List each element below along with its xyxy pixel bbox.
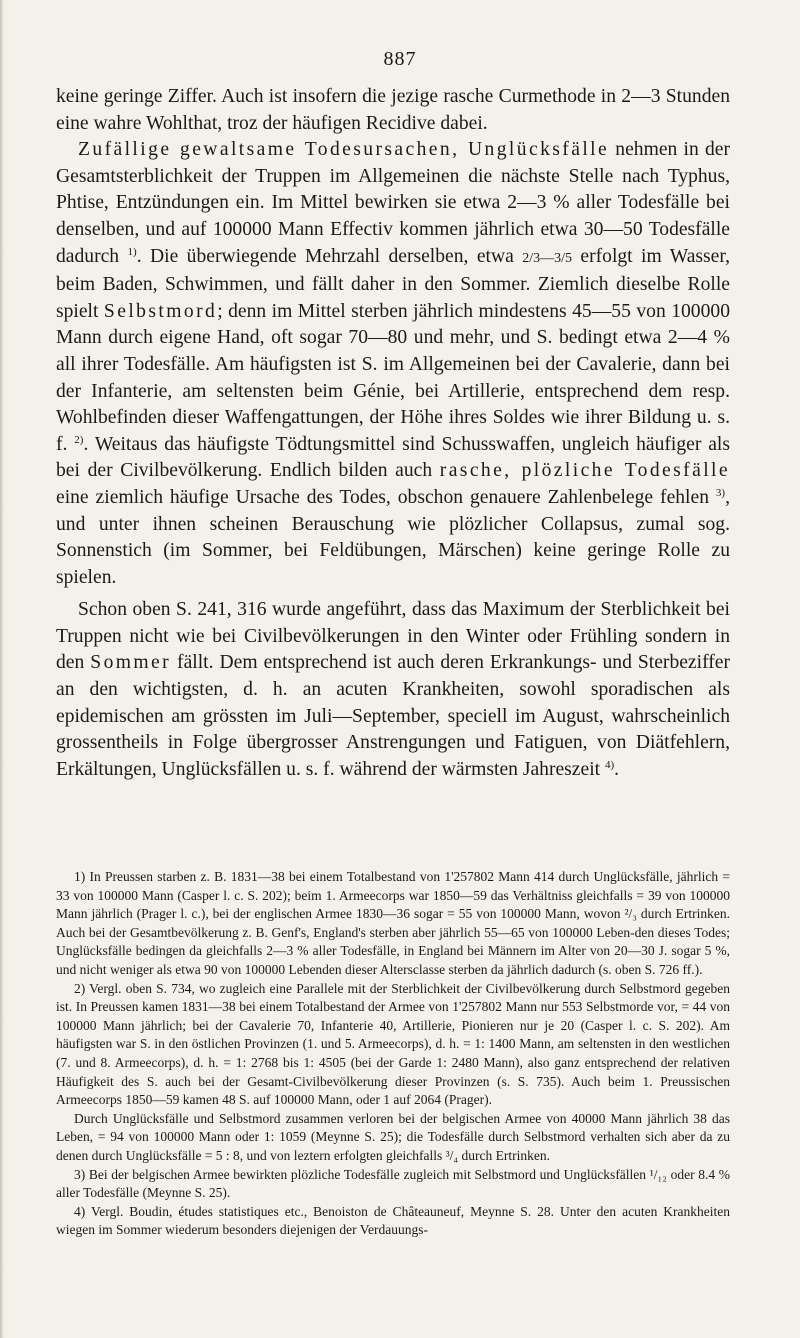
text-run: . Die überwiegende Mehrzahl derselben, etwa [136,245,523,267]
footnote-2: 2) Vergl. oben S. 734, wo zugleich eine Parallele mit der Sterblichkeit der Civilbevölkerung durch Selbstmord gegeben ist. In Preussen kamen 1831—38 bei einem Totalbestand der Armee von 1'257802 Mann nur 553 Selbstmorde vor, = 44 von 100000 Mann jährlich; bei der Cavalerie 70, Infanterie 40, Artillerie, Pionieren nur je 20 (Casper l. c. S. 202). Am häufigsten war S. in den östlichen Provinzen (1. und 5. Armeecorps), d. h. = 1: 1400 Mann, am seltensten in den westlichen (7. und 8. Armeecorps), d. h. = 1: 2768 bis 1: 4505 (bei der Garde 1: 2480 Mann), also ganz entsprechend der relativen Häufigkeit des S. auch bei der Gesamt-Civilbevölkerung dieser Provinzen (s. S. 735). Auch beim 1. Preussischen Armeecorps 1850—59 kamen 48 S. auf 100000 Mann, oder 1 auf 2064 (Prager). [56,980,730,1108]
paragraph-1 [56,84,730,137]
text-run: , und unter ihnen scheinen Berauschung wie plözlicher Collapsus, zumal sog. Sonnenstich (im Sommer, bei Feldübungen, Märschen) keine geringe Rolle zu spielen. [56,486,730,588]
footnote-2-continued: Durch Unglücksfälle und Selbstmord zusammen verloren bei der belgischen Armee von 40000 Mann jährlich 38 das Leben, = 94 von 100000 Mann oder 1: 1059 (Meynne S. 25); die Todesfälle durch Selbstmord verhalten sich aber da zu denen durch Unglücksfälle = 5 : 8, und von leztern erfolgten gleichfalls ³/₄ durch Ertrinken. [56,1110,730,1163]
text-run: nehmen in der Gesamtsterblichkeit der Truppen im Allgemeinen die nächste Stelle nach Typhus, Phtise, Entzündungen ein. Im Mittel bewirken sie etwa 2—3 % aller Todesfälle bei denselben, und auf 100000 Mann Effectiv kommen jährlich etwa 30—50 Todesfälle dadurch [56,139,730,267]
footnote-ref-2[interactable]: 2) [74,433,84,446]
emphasized-term: rasche, plözliche Todesfälle [439,460,730,482]
text-run: eine ziemlich häufige Ursache des Todes, obschon genauere Zahlenbelege fehlen [56,486,716,508]
paragraph-3 [56,597,730,783]
fraction: 2/3—3/5 [522,250,572,266]
text-run: Schon oben S. 241, 316 wurde angeführt, dass das Maximum der Sterblichkeit bei Truppen nicht wie bei Civilbevölkerungen in den Winter oder Frühling sondern in den [56,599,730,674]
footnote-ref-3[interactable]: 3) [715,486,726,499]
text-run: . [614,758,620,780]
footnote-ref-4[interactable]: 4) [605,758,615,771]
emphasized-term: Selbstmord [103,300,218,322]
footnote-1: 1) In Preussen starben z. B. 1831—38 bei einem Totalbestand von 1'257802 Mann 414 durch Unglücksfälle, jährlich = 33 von 100000 Mann (Casper l. c. S. 202); beim 1. Armeecorps war 1850—59 das Verhältniss gleichfalls = 39 von 100000 Mann jährlich (Prager l. c.), bei der englischen Armee 1830—36 sogar = 55 von 100000 Mann, wovon ²/₃ durch Ertrinken. Auch bei der Gesamtbevölkerung z. B. Genf's, England's sterben aber jährlich 55—65 von 100000 Leben-den dieses Todes; Unglücksfälle bedingen da gleichfalls 2—3 % aller Todesfälle, in England bei Männern im Alter von 20—30 J. sogar 5 %, und nicht weniger als etwa 90 von 100000 Lebenden dieser Altersclasse sterben da jährlich dadurch (s. oben S. 726 ff.). [56,869,730,977]
text-run: keine geringe Ziffer. Auch ist insofern die jezige rasche Curmethode in 2—3 Stunden eine wahre Wohlthat, troz der häufigen Recidive dabei. [56,86,730,134]
text-run: ; denn im Mittel sterben jährlich mindestens 45—55 von 100000 Mann durch eigene Hand, oft sogar 70—80 und mehr, und S. bedingt etwa 2—4 % all ihrer Todesfälle. Am häufigsten ist S. im Allgemeinen bei der Cavalerie, dann bei der Infanterie, am seltensten beim Génie, bei Artillerie, entsprechend dem resp. Wohlbefinden dieser Waffengattungen, der Höhe ihres Soldes wie ihrer Bildung u. s. f. [56,300,730,455]
page-edge-shadow [0,0,4,1338]
text-run: . Weitaus das häufigste Tödtungsmittel sind Schusswaffen, ungleich häufiger als bei der Civilbevölkerung. Endlich bilden auch [56,433,730,482]
footnote-ref-1[interactable]: 1) [127,245,137,258]
text-run: erfolgt im Wasser, beim Baden, Schwimmen, und fällt daher in den Sommer. Ziemlich dieselbe Rolle spielt [56,245,730,322]
footnote-3: 3) Bei der belgischen Armee bewirkten plözliche Todesfälle zugleich mit Selbstmord und Unglücksfällen ¹/₁₂ oder 8.4 % aller Todesfälle (Meynne S. 25). [56,1166,730,1201]
footnote-4: 4) Vergl. Boudin, études statistiques etc., Benoiston de Châteauneuf, Meynne S. 28. Unter den acuten Krankheiten wiegen im Sommer wiederum besonders diejenigen der Verdauungs- [56,1203,730,1238]
text-run: fällt. Dem entsprechend ist auch deren Erkrankungs- und Sterbeziffer an den wichtigsten, d. h. an acuten Krankheiten, sowohl sporadischen als epidemischen am grössten im Juli—September, speciell im August, wahrscheinlich grossentheils in Folge übergrosser Anstrengungen und Fatiguen, von Diätfehlern, Erkältungen, Unglücksfällen u. s. f. während der wärmsten Jahreszeit [56,652,730,780]
page-number: 887 [383,48,417,70]
emphasized-heading: Zufällige gewaltsame Todesursachen, Unglücksfälle [78,139,610,161]
main-text [56,84,730,783]
footnotes [56,868,730,1240]
paragraph-2 [56,137,730,591]
emphasized-term: Sommer [90,652,172,674]
